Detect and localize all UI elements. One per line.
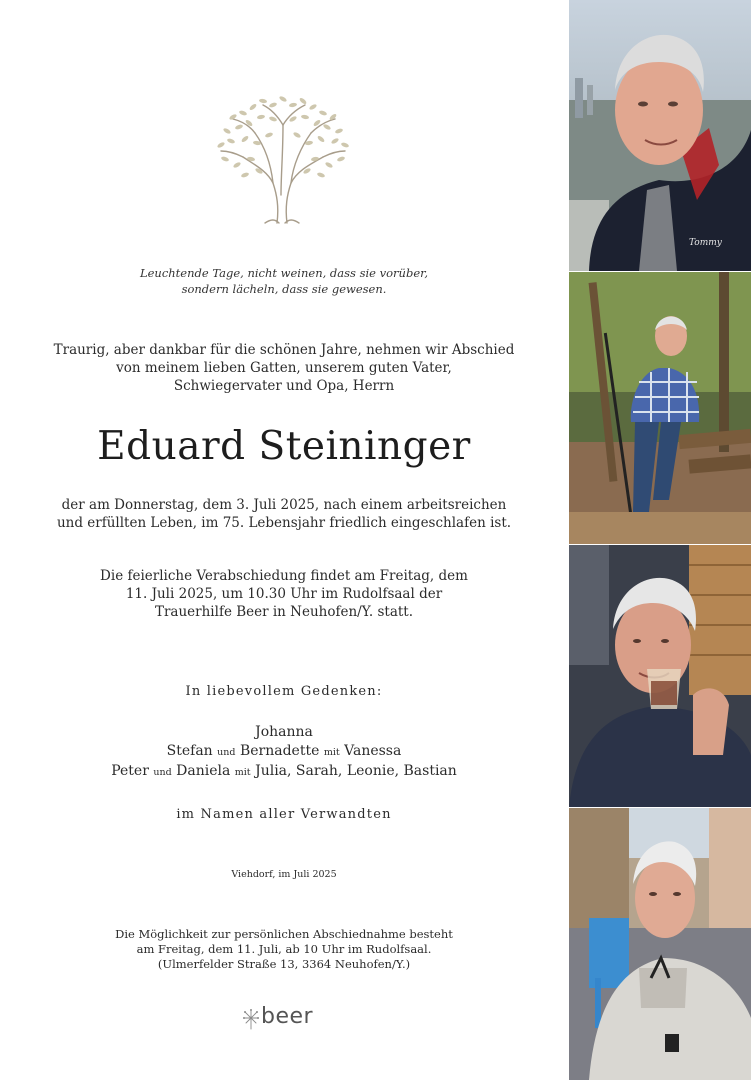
dandelion-icon xyxy=(241,1008,261,1030)
tree-of-life-icon xyxy=(215,95,351,227)
ceremony-line: Die feierliche Verabschiedung findet am Freitag, dem xyxy=(100,568,468,584)
death-notice-line: und erfüllten Leben, im 75. Lebensjahr friedlich eingeschlafen ist. xyxy=(56,515,512,531)
death-notice-line: der am Donnerstag, dem 3. Juli 2025, nach einem arbeitsreichen xyxy=(61,497,507,513)
intro-line: von meinem lieben Gatten, unserem guten Vater, xyxy=(116,360,452,376)
family-member: Julia, Sarah, Leonie, Bastian xyxy=(255,763,457,779)
memorial-quote xyxy=(0,265,568,297)
family-wife: Johanna xyxy=(255,724,313,740)
family-list xyxy=(0,723,568,782)
intro-line: Traurig, aber dankbar für die schönen Jahre, nehmen wir Abschied xyxy=(53,342,515,358)
family-joiner: mit xyxy=(323,747,340,758)
farewell-line: Die Möglichkeit zur persönlichen Abschiednahme besteht xyxy=(115,927,453,941)
relatives-line: im Namen aller Verwandten xyxy=(176,807,392,822)
family-member: Peter xyxy=(111,763,149,779)
ceremony-details xyxy=(0,567,568,621)
death-notice xyxy=(0,496,568,532)
intro-line: Schwiegervater und Opa, Herrn xyxy=(173,378,395,394)
intro-paragraph xyxy=(0,341,568,395)
family-joiner: und xyxy=(217,747,236,758)
family-joiner: mit xyxy=(234,767,251,778)
ceremony-line: Trauerhilfe Beer in Neuhofen/Y. statt. xyxy=(154,604,414,620)
farewell-info xyxy=(0,927,568,972)
bench-photo-forest xyxy=(569,272,751,544)
family-joiner: und xyxy=(153,767,172,778)
deceased-name: Eduard Steininger xyxy=(97,424,471,469)
family-member: Daniela xyxy=(176,763,231,779)
memory-heading: In liebevollem Gedenken: xyxy=(185,684,383,699)
portrait-photo-city xyxy=(569,0,751,271)
family-row xyxy=(0,742,568,762)
family-member: Bernadette xyxy=(239,743,320,759)
quote-line: sondern lächeln, dass sie gewesen. xyxy=(181,282,387,296)
street-photo xyxy=(569,808,751,1080)
farewell-line: am Freitag, dem 11. Juli, ab 10 Uhr im Rudolfsaal. xyxy=(136,942,432,956)
logo-text: beer xyxy=(261,1004,314,1029)
family-member: Vanessa xyxy=(344,743,402,759)
toast-photo xyxy=(569,545,751,807)
svg-text:Tommy: Tommy xyxy=(689,238,722,248)
family-member: Stefan xyxy=(166,743,213,759)
beer-logo xyxy=(241,1006,313,1034)
family-row xyxy=(0,762,568,782)
place-date: Viehdorf, im Juli 2025 xyxy=(231,869,337,880)
ceremony-line: 11. Juli 2025, um 10.30 Uhr im Rudolfsaal der xyxy=(125,586,443,602)
quote-line: Leuchtende Tage, nicht weinen, dass sie vorüber, xyxy=(139,266,429,280)
photo-strip xyxy=(569,0,751,1080)
farewell-line: (Ulmerfelder Straße 13, 3364 Neuhofen/Y.) xyxy=(157,957,411,971)
